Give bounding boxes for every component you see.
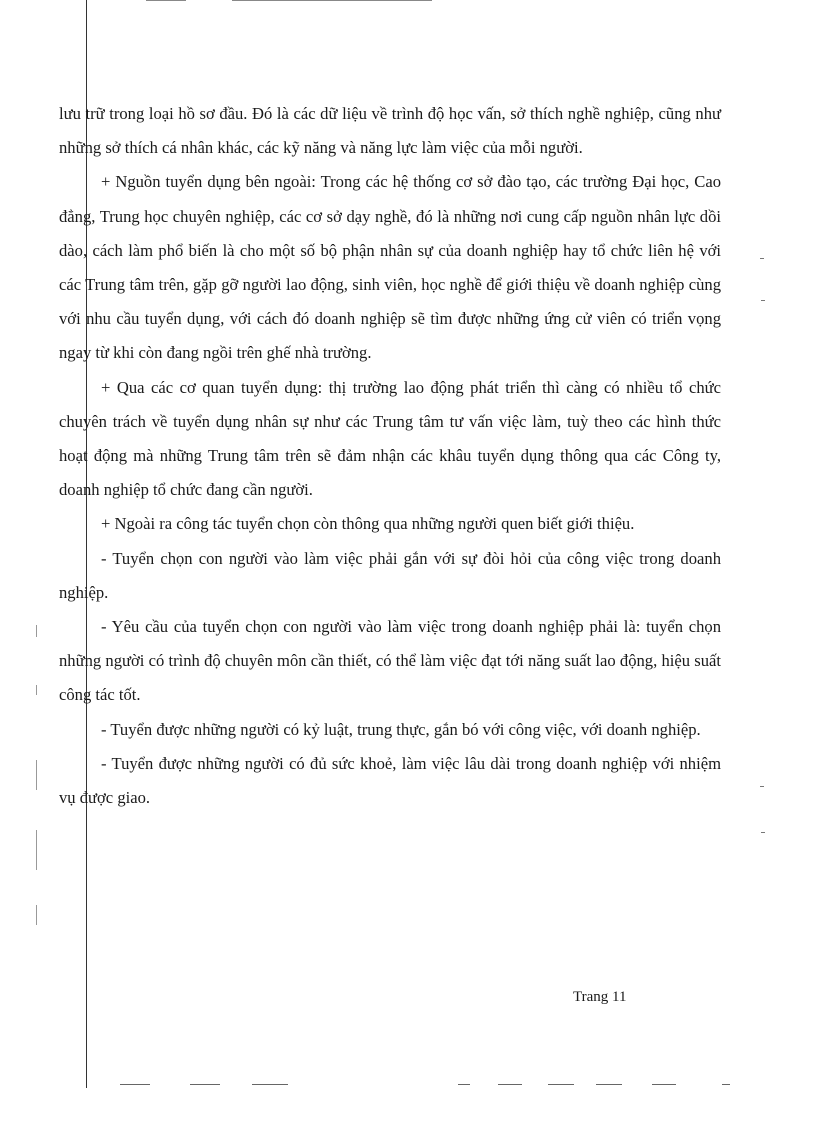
scan-mark bbox=[548, 1084, 574, 1085]
scan-mark bbox=[36, 830, 37, 870]
scan-mark bbox=[652, 1084, 676, 1085]
scan-mark bbox=[146, 0, 186, 1]
scan-mark bbox=[120, 1084, 150, 1085]
scan-mark bbox=[760, 258, 764, 259]
paragraph: - Tuyển được những người có đủ sức khoẻ, làm việc lâu dài trong doanh nghiệp với nhiệm vụ được giao. bbox=[59, 753, 721, 808]
scan-mark bbox=[596, 1084, 622, 1085]
paragraph: - Tuyển chọn con người vào làm việc phải gắn với sự đòi hỏi của công việc trong doanh nghiệp. bbox=[59, 548, 721, 602]
scan-mark bbox=[232, 0, 432, 1]
paragraph: - Tuyển được những người có kỷ luật, trung thực, gắn bó với công việc, với doanh nghiệp. bbox=[101, 719, 701, 739]
scan-mark bbox=[722, 1084, 730, 1085]
scan-mark bbox=[458, 1084, 470, 1085]
paragraph: - Yêu cầu của tuyển chọn con người vào làm việc trong doanh nghiệp phải là: tuyển chọn những người có trình độ chuyên môn cần thiết, có thể làm việc đạt tới năng suất lao động, hiệu suất công tác tốt. bbox=[59, 617, 721, 705]
scan-mark bbox=[190, 1084, 220, 1085]
scan-mark bbox=[761, 300, 765, 301]
scan-mark bbox=[36, 905, 37, 925]
page-number: Trang 11 bbox=[573, 989, 627, 1005]
scan-mark bbox=[36, 760, 37, 790]
scan-mark bbox=[760, 786, 764, 787]
paragraph: + Ngoài ra công tác tuyển chọn còn thông qua những người quen biết giới thiệu. bbox=[101, 514, 635, 534]
scan-mark bbox=[36, 625, 37, 637]
paragraph: lưu trữ trong loại hồ sơ đầu. Đó là các dữ liệu về trình độ học vấn, sở thích nghề nghiệp, cũng như những sở thích cá nhân khác, các kỹ năng và năng lực làm việc của mỗi người. bbox=[59, 104, 721, 158]
scan-mark bbox=[761, 832, 765, 833]
body-text bbox=[59, 97, 721, 815]
scan-mark bbox=[252, 1084, 288, 1085]
paragraph: + Qua các cơ quan tuyển dụng: thị trường lao động phát triển thì càng có nhiều tổ chức chuyên trách về tuyển dụng nhân sự như các Trung tâm tư vấn việc làm, tuỳ theo các hình thức hoạt động mà những Trung tâm trên sẽ đảm nhận các khâu tuyển dụng thông qua các Công ty, doanh nghiệp tổ chức đang cần người. bbox=[59, 377, 721, 500]
scan-mark bbox=[498, 1084, 522, 1085]
paragraph: + Nguồn tuyển dụng bên ngoài: Trong các hệ thống cơ sở đào tạo, các trường Đại học, Cao đẳng, Trung học chuyên nghiệp, các cơ sở dạy nghề, đó là những nơi cung cấp nguồn nhân lực dồi dào, cách làm phổ biến là cho một số bộ phận nhân sự của doanh nghiệp hay tổ chức liên hệ với các Trung tâm trên, gặp gỡ người lao động, sinh viên, học nghề để giới thiệu về doanh nghiệp cùng với nhu cầu tuyển dụng, với cách đó doanh nghiệp sẽ tìm được những ứng cử viên có triển vọng ngay từ khi còn đang ngồi trên ghế nhà trường. bbox=[59, 172, 721, 363]
scan-mark bbox=[36, 685, 37, 695]
